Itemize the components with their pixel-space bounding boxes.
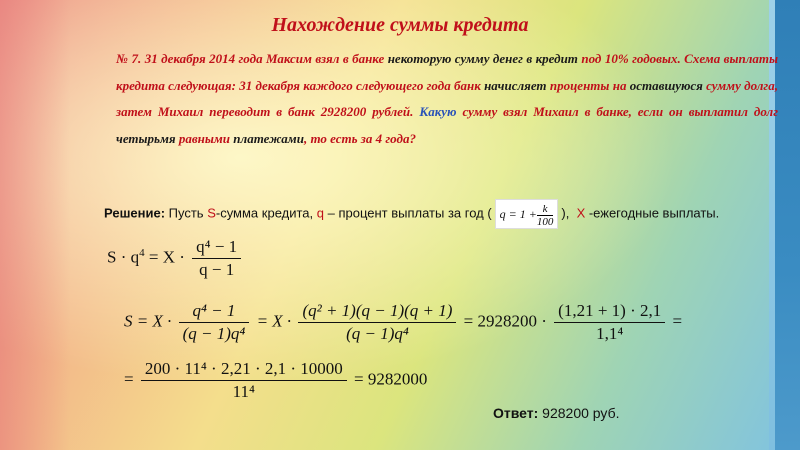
- q-formula-fraction: [537, 203, 554, 228]
- q-num: k: [537, 203, 554, 216]
- solution-text: Пусть: [165, 205, 208, 221]
- eq1-num: q⁴ − 1: [192, 236, 241, 259]
- problem-part: , то есть за 4 года?: [303, 130, 416, 146]
- answer-line: [493, 405, 620, 421]
- eq2-f1-den: (q − 1)q⁴: [182, 324, 246, 343]
- eq2-b: = X ·: [252, 311, 296, 331]
- eq2-f1-num: q⁴ − 1: [179, 300, 250, 323]
- eq2-f3-num: (1,21 + 1) · 2,1: [554, 300, 665, 323]
- eq2-c: = 2928200 ·: [459, 311, 552, 331]
- problem-part: под 10% годовых. Схема выплаты кредита следующая: 31 декабря каждого следующего года банк: [116, 51, 778, 93]
- solution-text: – процент выплаты за год (: [323, 205, 492, 221]
- q-formula-lhs: q = 1 +: [499, 207, 537, 221]
- eq3-a: =: [124, 369, 138, 389]
- slide-title: Нахождение суммы кредита: [271, 14, 529, 36]
- left-gradient-frame: [0, 0, 70, 450]
- answer-label: Ответ:: [493, 405, 539, 421]
- solution-label: Решение:: [104, 205, 166, 221]
- solution-line: [104, 199, 719, 229]
- var-q: q: [316, 205, 324, 221]
- eq2-a: S = X ·: [124, 311, 176, 331]
- eq2-fraction-2: [298, 300, 456, 345]
- right-blue-frame: [775, 0, 800, 450]
- solution-text: -сумма кредита,: [215, 205, 317, 221]
- equation-3: [124, 358, 427, 403]
- solution-text: ),: [561, 205, 570, 221]
- equation-2: [124, 300, 682, 345]
- problem-part: Какую: [419, 104, 457, 119]
- problem-part: четырьмя: [116, 130, 176, 146]
- eq1-lhs: S · q: [107, 247, 140, 267]
- eq2-f2-num: (q² + 1)(q − 1)(q + 1): [298, 300, 456, 323]
- eq2-d: =: [668, 311, 683, 331]
- problem-part: проценты на: [546, 77, 630, 93]
- eq2-f3-den: 1,1⁴: [596, 324, 624, 343]
- eq1-eq: = X ·: [144, 247, 190, 267]
- eq1-lhs-exp: 4: [139, 246, 145, 259]
- var-x: X: [576, 205, 586, 221]
- q-den: 100: [536, 215, 554, 228]
- eq2-fraction-3: [554, 300, 665, 345]
- problem-part: сумму взял Михаил в банке, если он выплатил долг: [456, 104, 778, 119]
- problem-part: начисляет: [484, 77, 547, 93]
- eq1-fraction: [192, 236, 241, 281]
- eq1-den: q − 1: [199, 260, 235, 279]
- equation-1: [107, 236, 244, 281]
- problem-part: некоторую сумму денег в кредит: [387, 51, 578, 66]
- solution-text: -ежегодные выплаты.: [585, 205, 720, 221]
- problem-part: сумму долга, затем Михаил переводит в банк 2928200 рублей.: [116, 77, 778, 119]
- eq3-den: 11⁴: [232, 382, 255, 401]
- answer-value: 928200 руб.: [538, 405, 620, 421]
- eq3-num: 200 · 11⁴ · 2,21 · 2,1 · 10000: [141, 358, 347, 381]
- q-formula-box: [495, 199, 559, 229]
- eq3-b: = 9282000: [349, 369, 428, 389]
- eq2-f2-den: (q − 1)q⁴: [346, 324, 409, 343]
- var-s: S: [207, 205, 216, 221]
- eq2-fraction-1: [179, 300, 250, 345]
- problem-part: платежами: [233, 130, 304, 146]
- problem-part: равными: [175, 130, 234, 146]
- problem-text: [116, 46, 778, 152]
- problem-part: № 7. 31 декабря 2014 года Максим взял в банке: [116, 51, 388, 66]
- problem-part: оставшуюся: [629, 77, 703, 93]
- eq3-fraction: [141, 358, 347, 403]
